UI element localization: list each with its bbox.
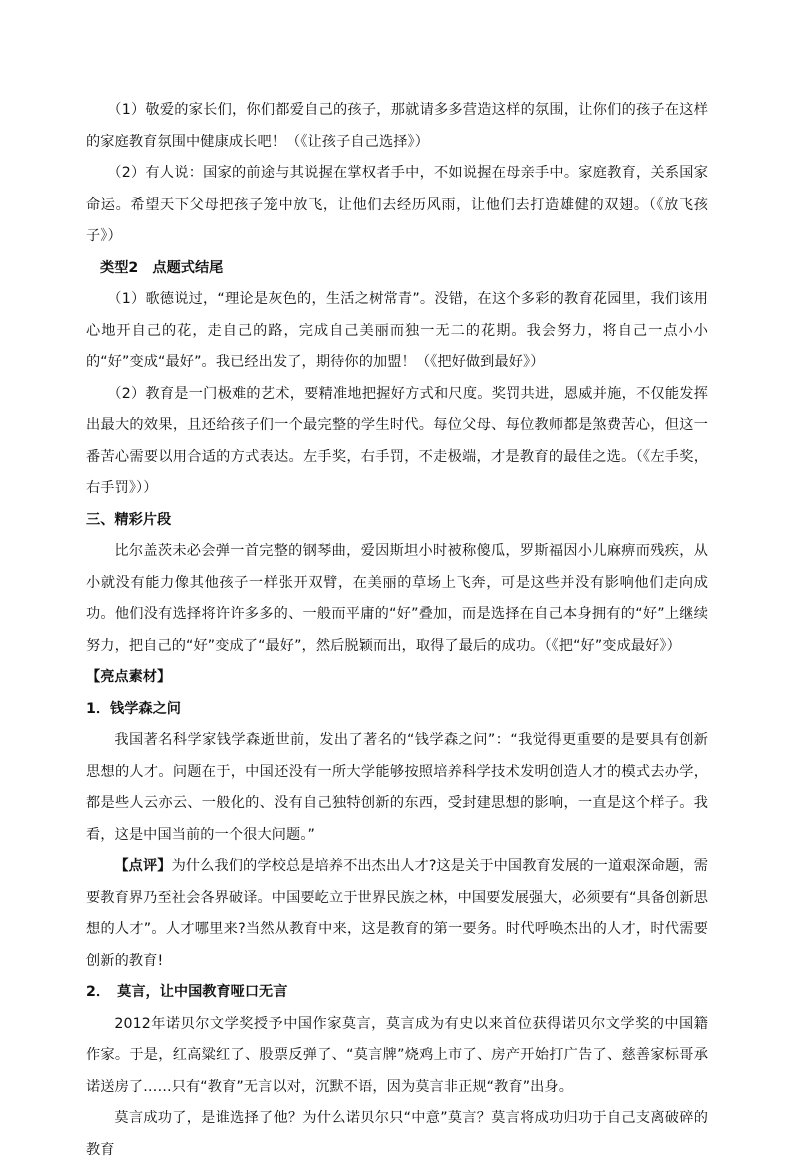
paragraph-comment: [86, 851, 708, 977]
paragraph-excerpt: 比尔盖茨未必会弹一首完整的钢琴曲，爱因斯坦小时被称傻瓜，罗斯福因小儿麻痹而残疾，从小就没有能力像其他孩子一样张开双臂，在美丽的草场上飞奔，可是这些并没有影响他们走向成功。他们没有选择将许许多多的、一般而平庸的“好”叠加，而是选择在自己本身拥有的“好”上继续努力，把自己的“好”变成了“最好”，然后脱颖而出，取得了最后的成功。（《把“好”变成最好》）: [86, 543, 708, 654]
paragraph-theme-1: （1）歌德说过，“理论是灰色的，生活之树常青”。没错，在这个多彩的教育花园里，我们该用心地开自己的花，走自己的路，完成自己美丽而独一无二的花期。我会努力，将自己一点小小的“好”变成“最好”。我已经出发了，期待你的加盟！（《把好做到最好》）: [86, 291, 708, 370]
paragraph-ending-1: （1）敬爱的家长们，你们都爱自己的孩子，那就请多多营造这样的氛围，让你们的孩子在这样的家庭教育氛围中健康成长吧！（《让孩子自己选择》）: [86, 102, 708, 150]
item1-heading: 1．钱学森之问: [86, 700, 181, 717]
section3-heading: 三、精彩片段: [86, 511, 172, 528]
comment-text: 为什么我们的学校总是培养不出杰出人才?这是关于中国教育发展的一道艰深命题，需要教育界乃至社会各界破译。中国要屹立于世界民族之林，中国要发展强大，必须要有“具备创新思想的人才”。人才哪里来?当然从教育中来，这是教育的第一要务。时代呼唤杰出的人才，时代需要创新的教育!: [86, 858, 708, 969]
paragraph-theme-2: （2）教育是一门极难的艺术，要精准地把握好方式和尺度。奖罚共进，恩威并施，不仅能发挥出最大的效果，且还给孩子们一个最完整的学生时代。每位父母、每位教师都是煞费苦心，但这一番苦心需要以用合适的方式表达。左手奖，右手罚，不走极端，才是教育的最佳之选。（《左手奖，右手罚》））: [86, 385, 708, 496]
paragraph-ending-2: （2）有人说：国家的前途与其说握在掌权者手中，不如说握在母亲手中。家庭教育，关系国家命运。希望天下父母把孩子笼中放飞，让他们去经历风雨，让他们去打造雄健的双翅。（《放飞孩子》）: [86, 165, 708, 244]
comment-label: 【点评】: [114, 858, 172, 874]
paragraph-moyan-2: 莫言成功了，是谁选择了他？为什么诺贝尔只“中意”莫言？莫言将成功归功于自己支离破碎的教育: [86, 1110, 708, 1158]
type2-heading: 类型2 点题式结尾: [100, 259, 224, 276]
paragraph-qian-question: 我国著名科学家钱学森逝世前，发出了著名的“钱学森之问”：“我觉得更重要的是要具有创新思想的人才。问题在于，中国还没有一所大学能够按照培养科学技术发明创造人才的模式去办学，都是些人云亦云、一般化的、没有自己独特创新的东西，受封建思想的影响，一直是这个样子。我看，这是中国当前的一个很大问题。”: [86, 732, 708, 843]
highlight-heading: 【亮点素材】: [86, 669, 172, 685]
paragraph-moyan-1: 2012年诺贝尔文学奖授予中国作家莫言，莫言成为有史以来首位获得诺贝尔文学奖的中国籍作家。于是，红高粱红了、股票反弹了、“莫言牌”烧鸡上市了、房产开始打广告了、慈善家标哥承诺送房了……只有“教育”无言以对，沉默不语，因为莫言非正规“教育”出身。: [86, 1015, 708, 1095]
item2-heading: 2． 莫言，让中国教育哑口无言: [86, 984, 288, 1000]
